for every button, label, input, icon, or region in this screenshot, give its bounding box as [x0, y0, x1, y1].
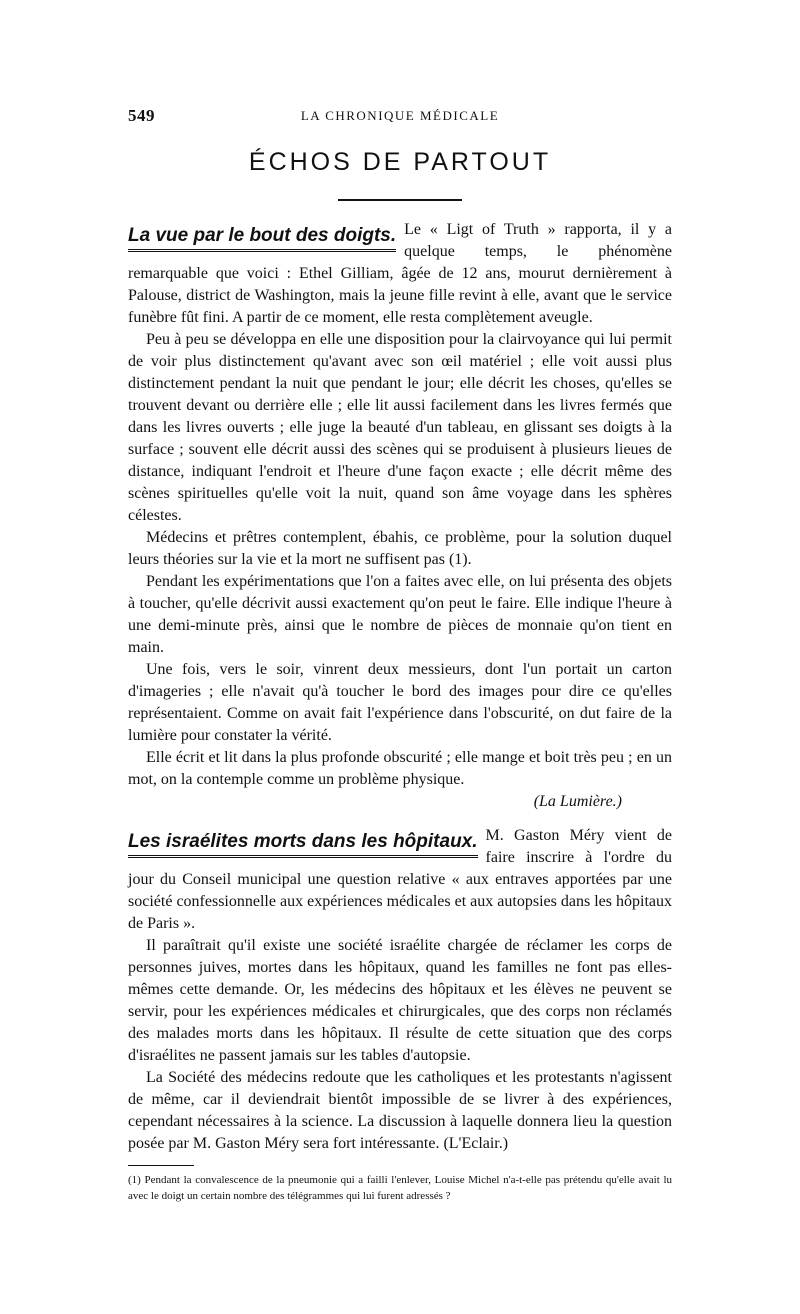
- article-paragraph: [128, 219, 672, 329]
- footnote-divider: [128, 1165, 194, 1166]
- article-paragraph: Médecins et prêtres contemplent, ébahis, ce problème, pour la solution duquel leurs théories sur la vie et la mort ne suffisent pas (1).: [128, 529, 672, 568]
- article-paragraph: Une fois, vers le soir, vinrent deux messieurs, dont l'un portait un carton d'imageries ; elle n'avait qu'à toucher le bord des images pour dire ce qu'elles représentaient. Comme on avait fait l'expérience dans l'obscurité, on dut faire de la lumière pour constater la vérité.: [128, 661, 672, 744]
- article-headline: La vue par le bout des doigts.: [128, 219, 396, 252]
- page-number: 549: [128, 106, 155, 125]
- article-israelites-morts: [128, 825, 672, 1155]
- article-paragraph: La Société des médecins redoute que les catholiques et les protestants n'agissent de même, car il deviendrait bientôt impossible de se livrer à des expériences, cependant nécessaires à la science. La discussion à laquelle donnera lieu la question posée par M. Gaston Méry sera fort intéressante. (L'Eclair.): [128, 1069, 672, 1152]
- article-text: Le « Ligt of Truth » rapporta, il y a quelque temps, le phénomène remarquable que voici : Ethel Gilliam, âgée de 12 ans, mourut dernièrement à Palouse, district de Washington, mais la jeune fille revint à elle, avant que le service funèbre fût fini. A partir de ce moment, elle resta complètement aveugle.: [128, 221, 672, 326]
- article-paragraph: Elle écrit et lit dans la plus profonde obscurité ; elle mange et boit très peu ; en un mot, on la contemple comme un problème physique.: [128, 749, 672, 788]
- article-paragraph: Il paraîtrait qu'il existe une société israélite chargée de réclamer les corps de personnes juives, mortes dans les hôpitaux, quand les familles ne font pas elles-mêmes cette demande. Or, les médecins des hôpitaux et les élèves ne peuvent se servir, pour les expériences médicales et chirurgicales, que des corps non réclamés des malades morts dans les hôpitaux. Il résulte de cette situation que des corps d'israélites ne passent jamais sur les tables d'autopsie.: [128, 937, 672, 1064]
- running-head: [128, 106, 672, 130]
- title-divider: [338, 199, 462, 201]
- article-paragraph: Pendant les expérimentations que l'on a faites avec elle, on lui présenta des objets à toucher, qu'elle décrivit aussi exactement qu'on peut le faire. Elle indique l'heure à une demi-minute près, ainsi que le nombre de pièces de monnaie qu'on tient en main.: [128, 573, 672, 656]
- page: [128, 106, 672, 1204]
- journal-title: LA CHRONIQUE MÉDICALE: [300, 108, 500, 123]
- article-paragraph: [128, 825, 672, 935]
- article-paragraph: Peu à peu se développa en elle une disposition pour la clairvoyance qui lui permit de voir plus distinctement qu'avant avec son œil matériel ; elle voit aussi plus distinctement pendant la nuit que pendant le jour; elle décrit les choses, qu'elles se trouvent devant ou derrière elle ; elle lit aussi facilement dans les livres fermés que dans les livres ouverts ; elle juge la beauté d'un tableau, en glissant ses doigts à la surface ; souvent elle décrit aussi des scènes qui se produisent à plusieurs lieues de distance, indiquant l'endroit et l'heure d'une façon exacte ; elle décrit même des scènes spirituelles qu'elle voit la nuit, quand son âme voyage dans les sphères célestes.: [128, 331, 672, 524]
- article-text: M. Gaston Méry vient de faire inscrire à l'ordre du jour du Conseil municipal une question relative « aux entraves apportées par une société confessionnelle aux expériences médicales et aux autopsies dans les hôpitaux de Paris ».: [128, 827, 672, 932]
- section-title: ÉCHOS DE PARTOUT: [248, 148, 552, 176]
- article-vue-par-le-bout-des-doigts: [128, 219, 672, 813]
- article-source: (La Lumière.): [533, 793, 622, 810]
- article-headline: Les israélites morts dans les hôpitaux.: [128, 825, 478, 858]
- footnote: (1) Pendant la convalescence de la pneumonie qui a failli l'enlever, Louise Michel n'a-t-elle pas prétendu qu'elle avait lu avec le doigt un certain nombre des télégrammes qui lui furent adressés ?: [128, 1174, 672, 1202]
